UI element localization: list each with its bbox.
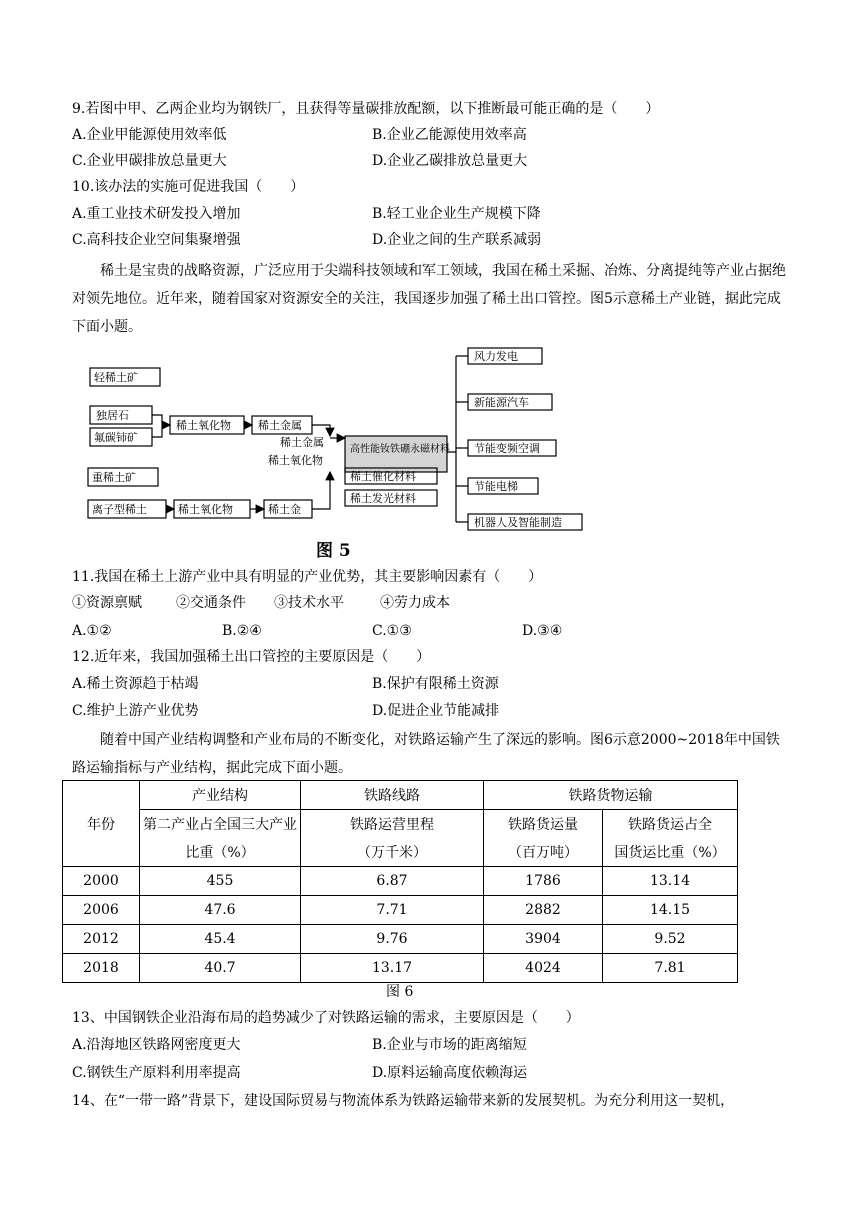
- subheader-industry-2: 比重（%）: [140, 838, 301, 867]
- header-industry: 产业结构: [140, 781, 301, 810]
- label-output-2: 新能源汽车: [474, 396, 529, 409]
- q11-option-b: B.②④: [222, 623, 262, 639]
- cell-industry: 40.7: [140, 954, 301, 983]
- q9-option-a: A.企业甲能源使用效率低: [72, 127, 227, 143]
- q13-option-b: B.企业与市场的距离缩短: [372, 1037, 527, 1053]
- cell-volume: 1786: [484, 867, 603, 896]
- cell-year: 2006: [63, 896, 140, 925]
- cell-year: 2000: [63, 867, 140, 896]
- q11-option-c: C.①③: [372, 623, 412, 639]
- q10-option-a: A.重工业技术研发投入增加: [72, 206, 241, 222]
- cell-mileage: 6.87: [301, 867, 484, 896]
- passage-rare-earth: 稀土是宝贵的战略资源，广泛应用于尖端科技领域和军工领域，我国在稀土采掘、冶炼、分离提纯等产业占据绝对领先地位。近年来，随着国家对资源安全的关注，我国逐步加强了稀土出口管控。图5示意稀土产业链，据此完成下面小题。: [72, 263, 786, 335]
- cell-mileage: 7.71: [301, 896, 484, 925]
- subheader-volume-2: （百万吨）: [484, 838, 603, 867]
- label-center-1: 稀土金属: [280, 436, 324, 449]
- q11-item-3: ③技术水平: [274, 595, 344, 611]
- cell-year: 2012: [63, 925, 140, 954]
- cell-industry: 47.6: [140, 896, 301, 925]
- cell-share: 7.81: [603, 954, 738, 983]
- q11-item-1: ①资源禀赋: [72, 595, 142, 611]
- q9-stem: 9.若图中甲、乙两企业均为钢铁厂，且获得等量碳排放配额，以下推断最可能正确的是（ ）: [72, 101, 660, 117]
- subheader-share-1: 铁路货运占全: [603, 810, 738, 839]
- header-year: 年份: [63, 781, 140, 867]
- label-heavy-ore: 重稀土矿: [92, 471, 136, 484]
- header-freight: 铁路货物运输: [484, 781, 738, 810]
- q12-option-b: B.保护有限稀土资源: [372, 676, 499, 692]
- cell-volume: 2882: [484, 896, 603, 925]
- q9-option-b: B.企业乙能源使用效率高: [372, 127, 527, 143]
- table6: [62, 780, 738, 983]
- q13-option-a: A.沿海地区铁路网密度更大: [72, 1037, 241, 1053]
- table-row: [63, 925, 738, 954]
- cell-industry: 455: [140, 867, 301, 896]
- q10-option-c: C.高科技企业空间集聚增强: [72, 232, 241, 248]
- q11-stem: 11.我国在稀土上游产业中具有明显的产业优势，其主要影响因素有（ ）: [72, 569, 543, 585]
- label-catalyst: 稀土催化材料: [350, 470, 416, 483]
- q9-option-c: C.企业甲碳排放总量更大: [72, 153, 227, 169]
- table-row: [63, 954, 738, 983]
- cell-share: 9.52: [603, 925, 738, 954]
- label-output-3: 节能变频空调: [474, 442, 540, 455]
- q12-option-c: C.维护上游产业优势: [72, 703, 199, 719]
- q10-option-b: B.轻工业企业生产规模下降: [372, 206, 541, 222]
- label-metal-top: 稀土金属: [258, 419, 302, 432]
- label-oxide-bottom: 稀土氧化物: [178, 503, 233, 516]
- subheader-volume-1: 铁路货运量: [484, 810, 603, 839]
- q13-option-d: D.原料运输高度依赖海运: [372, 1065, 528, 1081]
- subheader-share-2: 国货运比重（%）: [603, 838, 738, 867]
- cell-mileage: 9.76: [301, 925, 484, 954]
- cell-share: 14.15: [603, 896, 738, 925]
- label-oxide-top: 稀土氧化物: [176, 419, 231, 432]
- label-output-4: 节能电梯: [474, 480, 518, 493]
- label-bastnaesite: 氟碳铈矿: [94, 431, 138, 444]
- subheader-mileage-2: （万千米）: [301, 838, 484, 867]
- table6-caption: 图 6: [386, 984, 414, 1000]
- subheader-mileage-1: 铁路运营里程: [301, 810, 484, 839]
- cell-volume: 3904: [484, 925, 603, 954]
- passage-railway: 随着中国产业结构调整和产业布局的不断变化，对铁路运输产生了深远的影响。图6示意2000~2018年中国铁路运输指标与产业结构，据此完成下面小题。: [72, 732, 780, 776]
- label-ndfeb: 高性能钕铁硼永磁材料: [350, 444, 450, 455]
- q9-option-d: D.企业乙碳排放总量更大: [372, 153, 528, 169]
- q13-stem: 13、中国钢铁企业沿海布局的趋势减少了对铁路运输的需求，主要原因是（ ）: [72, 1010, 580, 1026]
- label-output-5: 机器人及智能制造: [474, 516, 562, 529]
- label-luminescent: 稀土发光材料: [350, 492, 416, 505]
- q12-stem: 12.近年来，我国加强稀土出口管控的主要原因是（ ）: [72, 649, 431, 665]
- cell-volume: 4024: [484, 954, 603, 983]
- figure5-diagram: [80, 340, 600, 536]
- cell-share: 13.14: [603, 867, 738, 896]
- q11-option-d: D.③④: [522, 623, 563, 639]
- cell-mileage: 13.17: [301, 954, 484, 983]
- q11-item-4: ④劳力成本: [380, 595, 450, 611]
- q14-stem: 14、在“一带一路”背景下，建设国际贸易与物流体系为铁路运输带来新的发展契机。为充分利用这一契机，: [72, 1093, 735, 1109]
- label-metal-bottom: 稀土金: [268, 503, 301, 516]
- q10-stem: 10.该办法的实施可促进我国（ ）: [72, 179, 305, 195]
- header-railway-line: 铁路线路: [301, 781, 484, 810]
- subheader-industry-1: 第二产业占全国三大产业: [140, 810, 301, 839]
- table-row: [63, 896, 738, 925]
- q12-option-d: D.促进企业节能减排: [372, 703, 500, 719]
- label-output-1: 风力发电: [474, 350, 518, 363]
- q12-option-a: A.稀土资源趋于枯竭: [72, 676, 199, 692]
- table-row: [63, 867, 738, 896]
- q13-option-c: C.钢铁生产原料利用率提高: [72, 1065, 241, 1081]
- cell-year: 2018: [63, 954, 140, 983]
- q11-option-a: A.①②: [72, 623, 112, 639]
- label-center-2: 稀土氧化物: [268, 454, 323, 467]
- label-ionic: 离子型稀土: [92, 503, 147, 516]
- label-light-ore: 轻稀土矿: [94, 371, 138, 384]
- q11-items: [72, 593, 450, 613]
- q10-option-d: D.企业之间的生产联系减弱: [372, 232, 542, 248]
- figure5-caption: 图 5: [316, 541, 351, 561]
- q11-item-2: ②交通条件: [176, 595, 246, 611]
- label-monazite: 独居石: [96, 409, 129, 422]
- cell-industry: 45.4: [140, 925, 301, 954]
